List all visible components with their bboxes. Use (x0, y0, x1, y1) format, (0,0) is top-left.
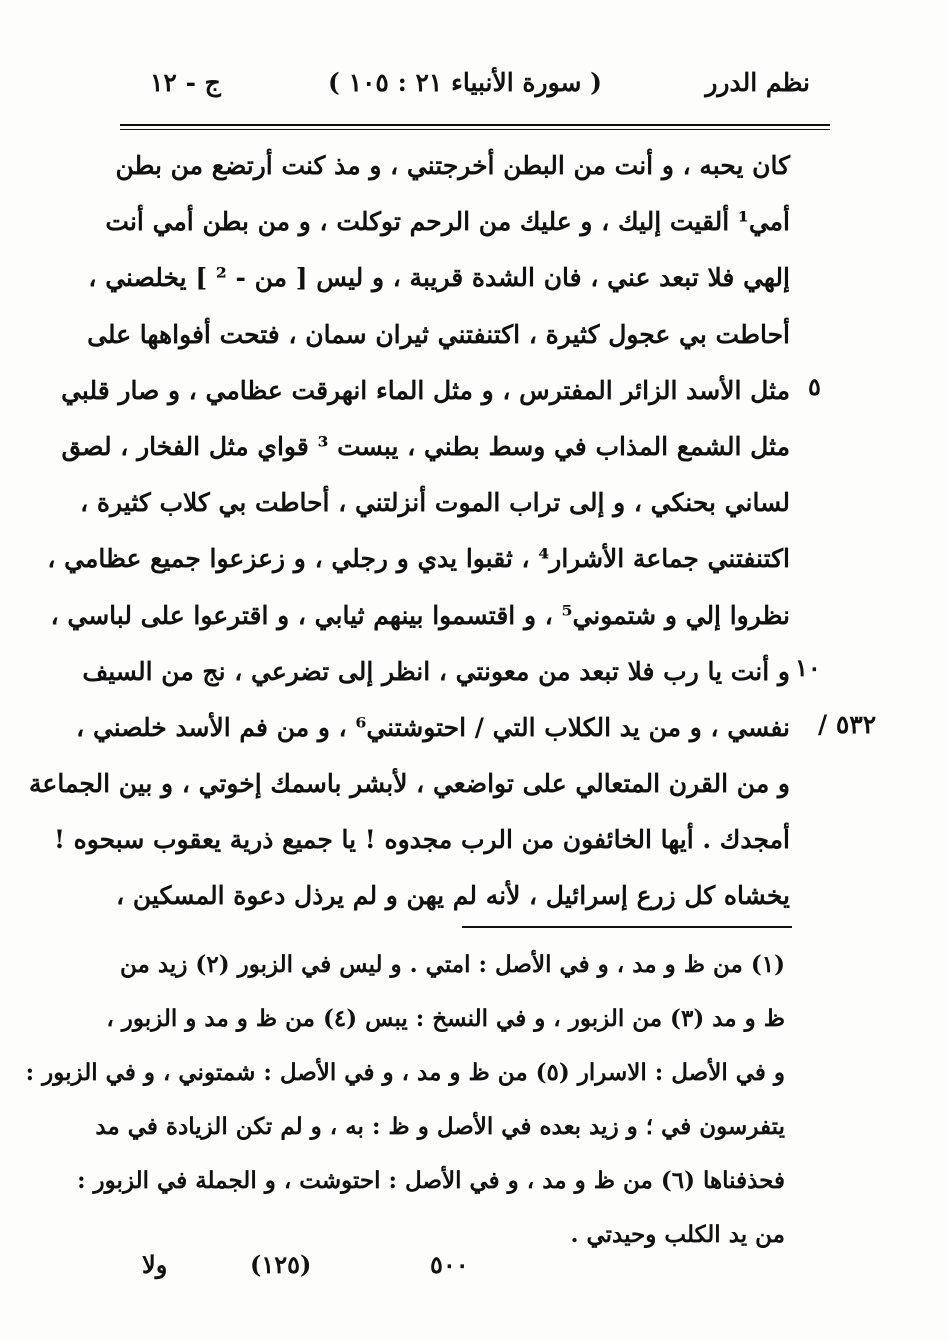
line-number-10: ١٠ (795, 653, 821, 682)
text-line: يخشاه كل زرع إسرائيل ، لأنه لم يهن و لم يرذل دعوة المسكين ، (116, 881, 790, 911)
sheet-code: (١٢٥) (250, 1250, 312, 1279)
footnote-line: يتفرسون في ؛ و زيد بعده في الأصل و ظ : به ، و لم تكن الزيادة في مد (95, 1113, 785, 1140)
text-line: أحاطت بي عجول كثيرة ، اكتنفتني ثيران سمان ، فتحت أفواهها على (87, 319, 790, 349)
text-line: كان يحبه ، و أنت من البطن أخرجتني ، و مذ كنت أرتضع من بطن (115, 151, 790, 180)
text-line: أمجدك . أيها الخائفون من الرب مجدوه ! يا جميع ذرية يعقوب سبحوه ! (53, 825, 790, 855)
manuscript-page-marker: ٥٣٢ / (818, 710, 877, 739)
footnote-rule (462, 926, 792, 928)
volume-number: ج - ١٢ (150, 68, 221, 97)
footnote-line: من يد الكلب وحيدتي . (570, 1221, 785, 1248)
header-rule-thin (120, 129, 830, 130)
book-title: نظم الدرر (705, 68, 810, 97)
page-signature: ٥٠٠ (430, 1250, 469, 1279)
text-line: لساني بحنكي ، و إلى تراب الموت أنزلتني ، أحاطت بي كلاب كثيرة ، (80, 488, 790, 518)
text-line: مثل الأسد الزائر المفترس ، و مثل الماء انهرقت عظامي ، و صار قلبي (61, 375, 790, 405)
text-line: إلهي فلا تبعد عني ، فان الشدة قريبة ، و ليس [ من - ² ] يخلصني ، (88, 263, 790, 293)
line-number-5: ٥ (808, 372, 821, 401)
footnote-line: فحذفناها (٦) من ظ و مد ، و في الأصل : احتوشت ، و الجملة في الزبور : (77, 1167, 785, 1194)
header-rule (120, 124, 830, 126)
text-line: مثل الشمع المذاب في وسط بطني ، يبست ³ قواي مثل الفخار ، لصق (61, 431, 790, 461)
text-line: نفسي ، و من يد الكلاب التي / احتوشتني⁶ ، و من فم الأسد خلصني ، (76, 712, 790, 742)
footnote-line: (١) من ظ و مد ، و في الأصل : امتي . و ليس في الزبور (٢) زيد من (120, 951, 785, 978)
text-line: أمي¹ ألقيت إليك ، و عليك من الرحم توكلت ، و من بطن أمي أنت (105, 207, 790, 237)
text-line: اكتنفتني جماعة الأشرار⁴ ، ثقبوا يدي و رجلي ، و زعزعوا جميع عظامي ، (47, 544, 790, 574)
catchword: ولا (142, 1250, 168, 1279)
text-line: و أنت يا رب فلا تبعد من معونتي ، انظر إلى تضرعي ، نج من السيف (82, 656, 790, 686)
surah-reference: ( سورة الأنبياء ٢١ : ١٠٥ ) (328, 68, 602, 97)
text-line: نظروا إلي و شتموني⁵ ، و اقتسموا بينهم ثيابي ، و اقترعوا على لباسي ، (50, 600, 790, 630)
running-header (120, 68, 810, 108)
footnote-line: و في الأصل : الاسرار (٥) من ظ و مد ، و في الأصل : شمتوني ، و في الزبور : (25, 1059, 785, 1086)
text-line: و من القرن المتعالي على تواضعي ، لأبشر باسمك إخوتي ، و بين الجماعة (29, 769, 790, 799)
main-text (29, 138, 790, 925)
footnote-line: ظ و مد (٣) من الزبور ، و في النسخ : يبس (٤) من ظ و مد و الزبور ، (106, 1005, 785, 1032)
footnotes (25, 938, 785, 1262)
